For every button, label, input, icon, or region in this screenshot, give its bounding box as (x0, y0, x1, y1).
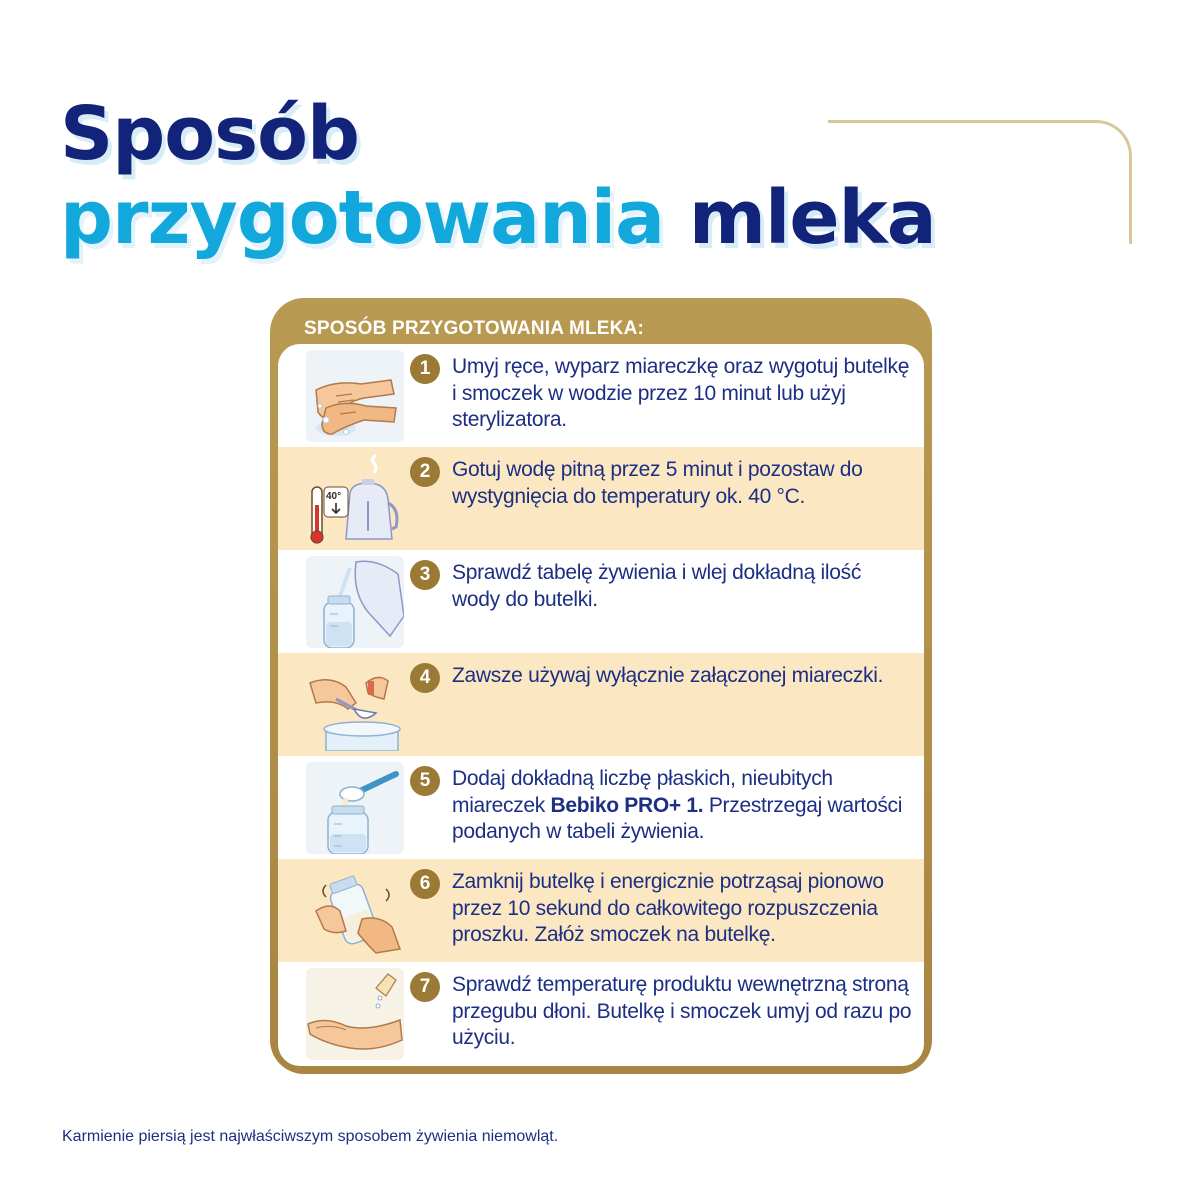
product-name: Bebiko PRO+ 1. (550, 793, 704, 817)
decorative-corner-line (828, 120, 1132, 244)
step-number-badge: 6 (410, 869, 440, 899)
step-2 (278, 447, 924, 550)
step-text: Zawsze używaj wyłącznie załączonej miareczki. (452, 664, 884, 687)
title-word-mleka: mleka (688, 175, 936, 261)
step-text-part: Przestrzegaj wartości podanych w tabeli żywienia. (452, 793, 903, 843)
step-7 (278, 962, 924, 1065)
measuring-scoop-icon (306, 659, 404, 751)
card-heading: SPOSÓB PRZYGOTOWANIA MLEKA: (304, 318, 645, 339)
instructions-card (270, 298, 932, 1074)
step-1 (278, 344, 924, 447)
step-number-badge: 7 (410, 972, 440, 1002)
page-title (60, 92, 936, 260)
kettle-thermometer-icon (306, 453, 404, 545)
step-5 (278, 756, 924, 859)
title-word-przygotowania: przygotowania (60, 175, 665, 261)
washing-hands-icon (306, 350, 404, 442)
step-number-badge: 3 (410, 560, 440, 590)
step-number-badge: 5 (410, 766, 440, 796)
shaking-bottle-icon (306, 865, 404, 957)
step-text: Umyj ręce, wyparz miareczkę oraz wygotuj butelkę i smoczek w wodzie przez 10 minut lub użyj sterylizatora. (452, 355, 910, 431)
steps-list (278, 344, 924, 1066)
step-number-badge: 1 (410, 354, 440, 384)
title-line-2 (60, 176, 936, 260)
pouring-water-icon (306, 556, 404, 648)
step-4 (278, 653, 924, 756)
adding-powder-icon (306, 762, 404, 854)
step-text-part: Dodaj dokładną liczbę płaskich, nieubitych miareczek (452, 767, 833, 817)
step-number-badge: 2 (410, 457, 440, 487)
step-text: Sprawdź tabelę żywienia i wlej dokładną ilość wody do butelki. (452, 561, 862, 611)
title-line-1: Sposób (60, 91, 359, 177)
thermometer-label: 40° (326, 491, 342, 502)
step-6 (278, 859, 924, 962)
step-text: Gotuj wodę pitną przez 5 minut i pozostaw do wystygnięcia do temperatury ok. 40 °C. (452, 458, 863, 508)
step-text: Zamknij butelkę i energicznie potrząsaj pionowo przez 10 sekund do całkowitego rozpuszczenia proszku. Załóż smoczek na butelkę. (452, 870, 884, 946)
step-3 (278, 550, 924, 653)
step-number-badge: 4 (410, 663, 440, 693)
step-text: Sprawdź temperaturę produktu wewnętrzną stroną przegubu dłoni. Butelkę i smoczek umyj od razu po użyciu. (452, 973, 912, 1049)
breastfeeding-disclaimer: Karmienie piersią jest najwłaściwszym sposobem żywienia niemowląt. (62, 1128, 559, 1145)
step-text (452, 766, 914, 846)
wrist-test-icon (306, 968, 404, 1060)
